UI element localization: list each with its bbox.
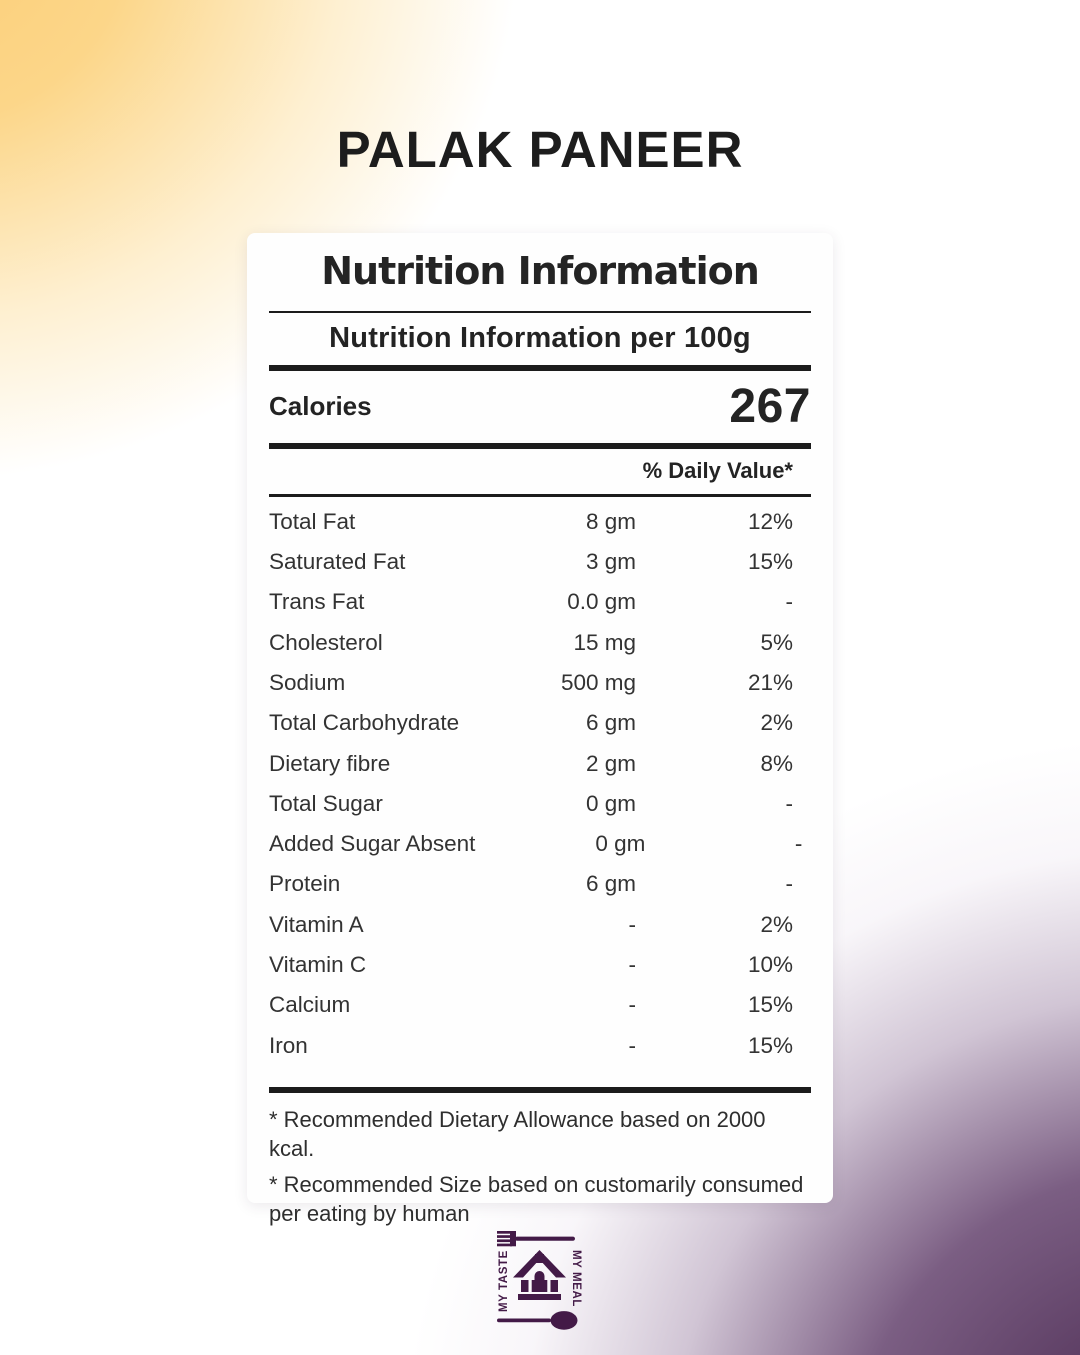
- nutrient-name: Total Sugar: [269, 790, 383, 816]
- nutrient-amount: 0.0 gm: [567, 589, 636, 615]
- nutrient-row: [269, 1025, 811, 1065]
- page-title: PALAK PANEER: [336, 121, 744, 178]
- nutrient-row: [269, 663, 811, 703]
- nutrient-name: Trans Fat: [269, 589, 365, 615]
- nutrient-row: [269, 622, 811, 662]
- nutrient-amount: -: [628, 1032, 636, 1058]
- nutrient-daily-value: 21%: [747, 669, 793, 695]
- nutrient-name: Total Fat: [269, 508, 356, 534]
- nutrition-heading: Nutrition Information: [321, 249, 759, 293]
- house-icon: [513, 1250, 566, 1300]
- nutrient-row: [269, 542, 811, 582]
- nutrient-amount: 6 gm: [585, 871, 636, 897]
- nutrient-name: Iron: [269, 1032, 308, 1058]
- footnote: * Recommended Size based on customarily consumed per eating by human: [269, 1171, 804, 1226]
- nutrient-amount: -: [628, 911, 636, 937]
- nutrient-amount: 8 gm: [585, 508, 636, 534]
- nutrition-card: [247, 233, 833, 1226]
- daily-value-header: % Daily Value*: [642, 457, 793, 483]
- nutrient-amount: -: [628, 992, 636, 1018]
- nutrient-daily-value: -: [785, 871, 793, 897]
- nutrient-amount: 15 mg: [573, 629, 636, 655]
- nutrient-daily-value: 15%: [747, 1032, 793, 1058]
- nutrient-row: [269, 905, 811, 945]
- nutrient-name: Calcium: [269, 992, 351, 1018]
- nutrient-name: Added Sugar Absent: [269, 831, 476, 857]
- nutrient-name: Cholesterol: [269, 629, 383, 655]
- footnotes: [269, 1105, 811, 1228]
- nutrient-row: [269, 985, 811, 1025]
- nutrient-amount: -: [628, 952, 636, 977]
- nutrient-amount: 6 gm: [585, 710, 636, 736]
- calories-label: Calories: [269, 391, 372, 422]
- nutrient-row: [269, 784, 811, 824]
- serving-line: Nutrition Information per 100g: [329, 321, 751, 354]
- logo-left-text: MY TASTE: [498, 1250, 510, 1312]
- logo-right-text: MY MEAL: [570, 1250, 582, 1308]
- nutrient-daily-value: 12%: [747, 508, 793, 534]
- nutrient-rows: [269, 497, 811, 1066]
- nutrient-name: Protein: [269, 871, 341, 897]
- footnote: * Recommended Dietary Allowance based on 2000 kcal.: [269, 1106, 766, 1161]
- nutrient-daily-value: 2%: [760, 710, 793, 736]
- nutrient-amount: 2 gm: [585, 750, 636, 776]
- nutrient-row: [269, 824, 811, 864]
- nutrient-daily-value: 2%: [760, 911, 793, 937]
- nutrient-daily-value: 8%: [760, 750, 793, 776]
- nutrient-name: Sodium: [269, 669, 346, 695]
- brand-logo: [494, 1230, 586, 1332]
- nutrient-name: Dietary fibre: [269, 750, 391, 776]
- nutrient-name: Saturated Fat: [269, 549, 406, 575]
- nutrient-amount: 3 gm: [585, 549, 636, 575]
- fork-icon: [497, 1231, 575, 1246]
- nutrient-amount: 0 gm: [585, 790, 636, 816]
- nutrient-row: [269, 703, 811, 743]
- nutrient-daily-value: -: [785, 790, 793, 816]
- nutrient-row: [269, 945, 811, 985]
- nutrient-row: [269, 502, 811, 542]
- calories-row: [269, 371, 811, 443]
- nutrient-daily-value: 15%: [747, 549, 793, 575]
- nutrient-daily-value: -: [794, 831, 803, 857]
- nutrient-daily-value: 10%: [747, 952, 793, 977]
- nutrient-amount: 500 mg: [560, 669, 636, 695]
- nutrient-daily-value: 15%: [747, 992, 793, 1018]
- nutrient-daily-value: 5%: [760, 629, 793, 655]
- spoon-icon: [497, 1311, 578, 1330]
- nutrient-daily-value: -: [785, 589, 793, 615]
- nutrient-name: Vitamin C: [269, 952, 367, 977]
- nutrient-row: [269, 743, 811, 783]
- nutrient-row: [269, 582, 811, 622]
- nutrient-amount: 0 gm: [595, 831, 646, 857]
- nutrient-name: Vitamin A: [269, 911, 364, 937]
- divider-thick: [269, 1087, 811, 1093]
- nutrient-name: Total Carbohydrate: [269, 710, 460, 736]
- calories-value: 267: [729, 380, 811, 434]
- nutrient-row: [269, 864, 811, 904]
